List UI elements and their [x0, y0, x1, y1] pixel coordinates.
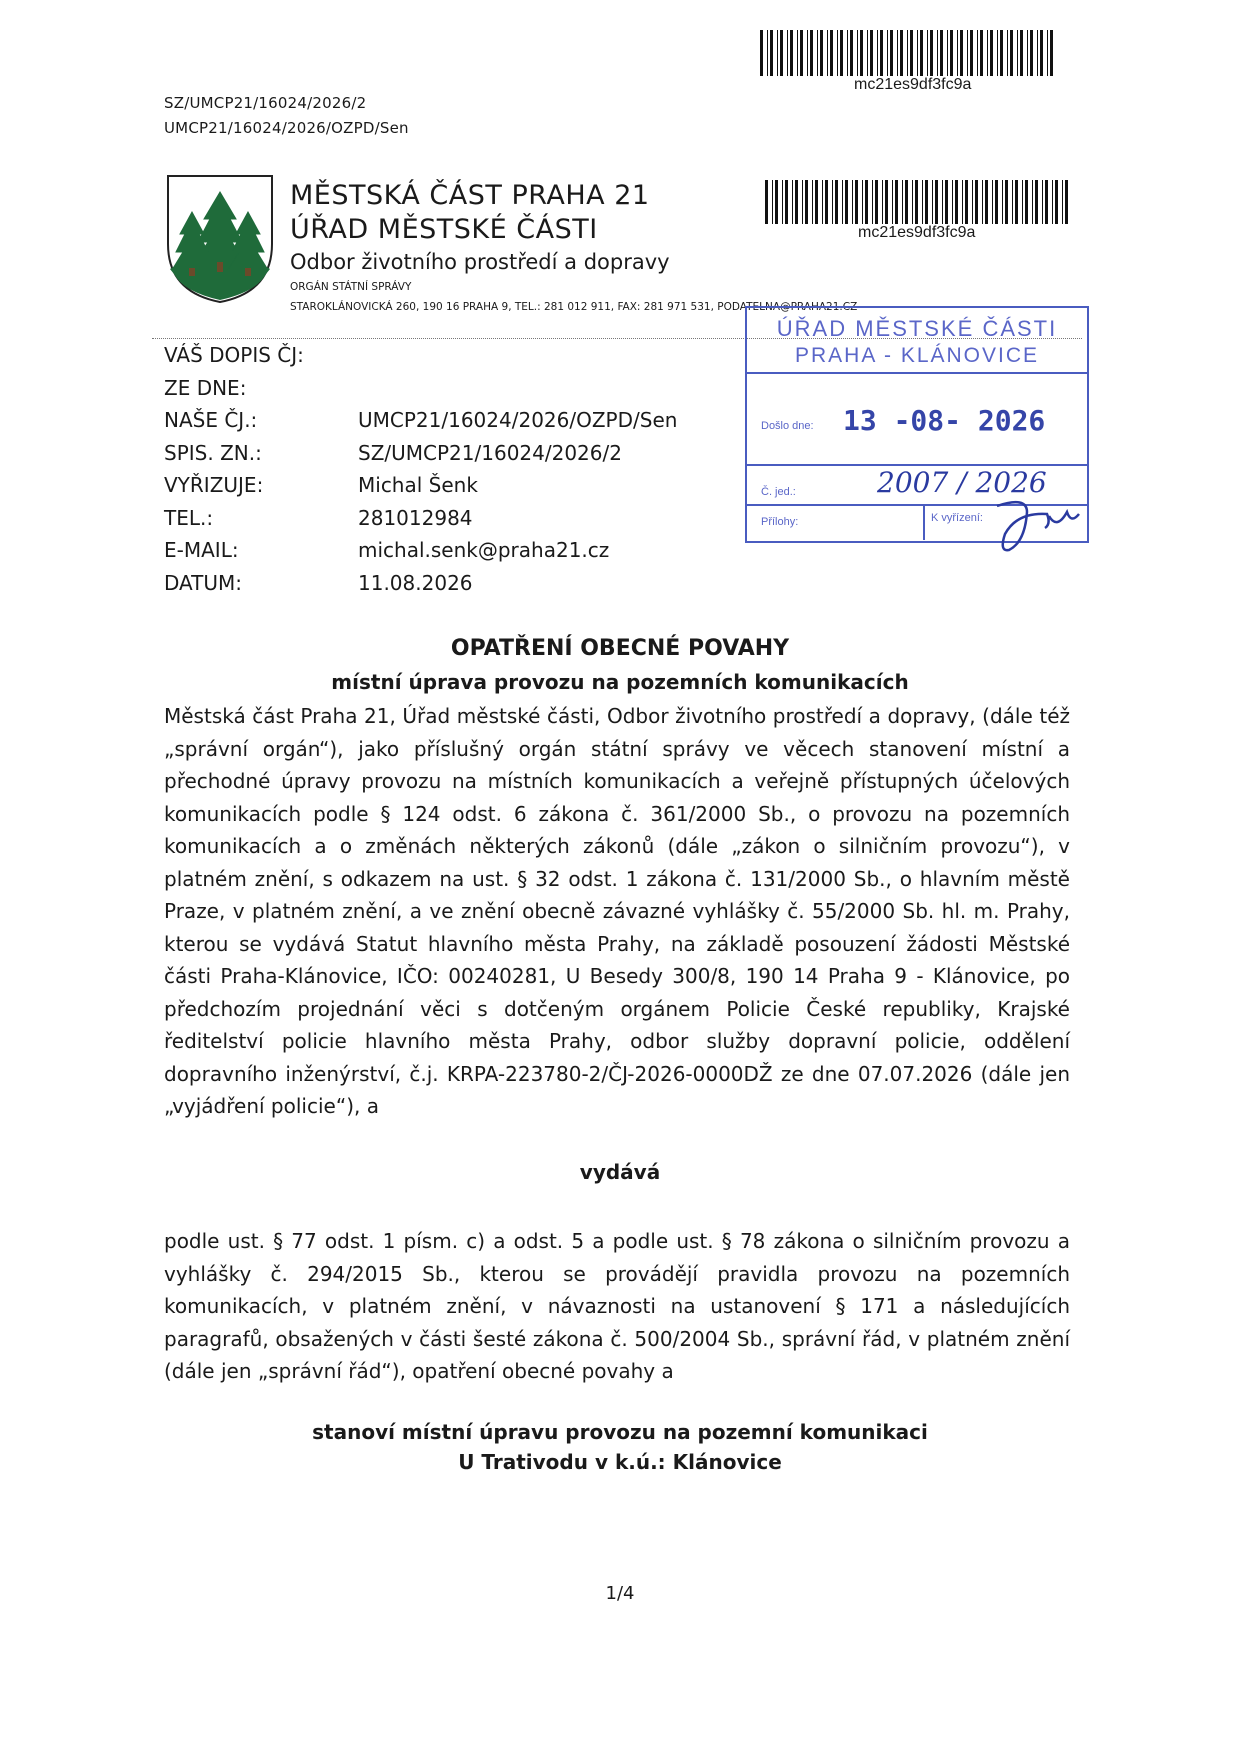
barcode-bar	[907, 30, 908, 76]
barcode-bar	[975, 180, 978, 224]
barcode-bar	[952, 180, 953, 224]
barcode-bar	[997, 30, 998, 76]
barcode-bar	[795, 180, 798, 224]
barcode-bar	[1037, 30, 1038, 76]
barcode-bar	[900, 30, 903, 76]
meta-value: Michal Šenk	[358, 473, 478, 497]
barcode-bar	[970, 30, 973, 76]
barcode-bar	[972, 180, 973, 224]
barcode-bar	[847, 30, 848, 76]
barcode-bar	[770, 30, 773, 76]
stamp-line-1: ÚŘAD MĚSTSKÉ ČÁSTI	[776, 316, 1058, 341]
barcode-bar	[785, 180, 788, 224]
barcode-bar	[930, 30, 933, 76]
barcode-bar	[867, 30, 868, 76]
barcode-bar	[1007, 30, 1008, 76]
barcode-bar	[852, 180, 853, 224]
org-address: STAROKLÁNOVICKÁ 260, 190 16 PRAHA 9, TEL.: 281 012 911, FAX: 281 971 531, PODATELNA@PRAHA21.CZ	[290, 301, 858, 313]
barcode-bar	[960, 30, 963, 76]
barcode-bar	[822, 180, 823, 224]
barcode-bar	[1005, 180, 1008, 224]
barcode-bar	[1015, 180, 1018, 224]
barcode-bar	[1010, 30, 1013, 76]
barcode-bar	[767, 30, 768, 76]
org-name-line-2: ÚŘAD MĚSTSKÉ ČÁSTI	[290, 214, 598, 245]
barcode-bar	[990, 30, 993, 76]
barcode-bar	[967, 30, 968, 76]
paragraph-2: podle ust. § 77 odst. 1 písm. c) a odst. 5 a podle ust. § 78 zákona o silničním provozu a vyhlášky č. 294/2015 Sb., kterou se provádějí pravidla provozu na pozemních komunikacích, v platném znění, v návaznosti na ustanovení § 171 a následujících paragrafů, obsažených v části šesté zákona č. 500/2004 Sb., správní řád, v platném znění (dále jen „správní řád“), opatření obecné povahy a	[164, 1229, 1070, 1383]
barcode-bar	[775, 180, 778, 224]
barcode-bar	[882, 180, 883, 224]
barcode-bar	[982, 180, 983, 224]
barcode-bar	[840, 30, 843, 76]
barcode-bar	[885, 180, 888, 224]
receipt-stamp	[745, 306, 1089, 543]
barcode-bar	[832, 180, 833, 224]
barcode-bar	[887, 30, 888, 76]
meta-label: ZE DNE:	[164, 375, 247, 400]
barcode-bar	[850, 30, 853, 76]
barcode-top	[760, 30, 1060, 76]
barcode-bar	[880, 30, 883, 76]
barcode-bar	[977, 30, 978, 76]
barcode-bar	[857, 30, 858, 76]
barcode-bar	[865, 180, 868, 224]
barcode-bar	[980, 30, 983, 76]
barcode-bar	[1065, 180, 1068, 224]
barcode-bar	[815, 180, 818, 224]
meta-value: UMCP21/16024/2026/OZPD/Sen	[358, 408, 678, 432]
barcode-bar	[782, 180, 783, 224]
barcode-bar	[777, 30, 778, 76]
barcode-bar	[1025, 180, 1028, 224]
barcode-top-code: mc21es9df3fc9a	[854, 76, 972, 93]
barcode-bar	[1047, 30, 1048, 76]
ref-line-2: UMCP21/16024/2026/OZPD/Sen	[164, 119, 409, 137]
barcode-bar	[1030, 30, 1033, 76]
barcode-bar	[1062, 180, 1063, 224]
barcode-bar	[922, 180, 923, 224]
barcode-bar	[877, 30, 878, 76]
barcode-bar	[895, 180, 898, 224]
paragraph-1: Městská část Praha 21, Úřad městské části, Odbor životního prostředí a dopravy, (dále též „správní orgán“), jako příslušný orgán státní správy ve věcech stanovení místní a přechodné úpravy provozu na místních komunikacích a veřejně přístupných účelových komunikacích podle § 124 odst. 6 zákona č. 361/2000 Sb., o provozu na pozemních komunikacích a o změnách některých zákonů (dále „zákon o silničním provozu“), v platném znění, s odkazem na ust. § 32 odst. 1 zákona č. 131/2000 Sb., o hlavním městě Praze, v platném znění, a ve znění obecně závazné vyhlášky č. 55/2000 Sb. hl. m. Prahy, kterou se vydává Statut hlavního města Prahy, na základě posouzení žádosti Městské části Praha-Klánovice, IČO: 00240281, U Besedy 300/8, 190 14 Praha 9 - Klánovice, po předchozím projednání věci s dotčeným orgánem Policie České republiky, Krajské ředitelství policie hlavního města Prahy, odbor služby dopravní policie, oddělení dopravního inženýrství, č.j. KRPA-223780-2/ČJ-2026-0000DŽ ze dne 07.07.2026 (dále jen „vyjádření policie“), a	[164, 704, 1070, 1118]
stamp-received-label: Došlo dne:	[761, 420, 814, 432]
barcode-bar	[927, 30, 928, 76]
municipal-coat-of-arms-icon	[166, 174, 274, 304]
barcode-bar	[827, 30, 828, 76]
barcode-bar	[765, 180, 768, 224]
barcode-bar	[800, 30, 803, 76]
barcode-bar	[937, 30, 938, 76]
barcode-bar	[872, 180, 873, 224]
barcode-bar	[855, 180, 858, 224]
stamp-attachments-label: Přílohy:	[761, 516, 799, 528]
barcode-bar	[760, 30, 763, 76]
barcode-bar	[1050, 30, 1053, 76]
barcode-bar	[925, 180, 928, 224]
barcode-bar	[1045, 180, 1048, 224]
barcode-bar	[957, 30, 958, 76]
barcode-bar	[1000, 30, 1003, 76]
meta-label: VÁŠ DOPIS ČJ:	[164, 343, 304, 367]
stamp-line-2: PRAHA - KLÁNOVICE	[794, 344, 1040, 367]
meta-value: 11.08.2026	[358, 570, 473, 595]
meta-label: NAŠE ČJ.:	[164, 408, 258, 432]
meta-label: SPIS. ZN.:	[164, 440, 262, 465]
barcode-bar	[1002, 180, 1003, 224]
barcode-bar	[965, 180, 968, 224]
meta-label: TEL.:	[164, 505, 214, 530]
barcode-bar	[835, 180, 838, 224]
meta-value: michal.senk@praha21.cz	[358, 538, 610, 562]
decision-line-2: U Trativodu v k.ú.: Klánovice	[458, 1450, 782, 1474]
meta-label: DATUM:	[164, 570, 243, 595]
authority-label: ORGÁN STÁTNÍ SPRÁVY	[290, 281, 412, 293]
barcode-bar	[1017, 30, 1018, 76]
barcode-bar	[797, 30, 798, 76]
barcode-bar	[802, 180, 803, 224]
barcode-bar	[817, 30, 818, 76]
barcode-bar	[987, 30, 988, 76]
barcode-bar	[837, 30, 838, 76]
document-subtitle: místní úprava provozu na pozemních komunikacích	[331, 670, 909, 694]
barcode-bar	[830, 30, 833, 76]
barcode-bar	[860, 30, 863, 76]
barcode-bar	[845, 180, 848, 224]
stamp-received-date: 13 -08- 2026	[843, 404, 1046, 437]
barcode-bar	[935, 180, 938, 224]
barcode-bar	[1027, 30, 1028, 76]
barcode-bar	[945, 180, 948, 224]
handler-signature-icon	[987, 494, 1087, 554]
barcode-bar	[787, 30, 788, 76]
meta-value: 281012984	[358, 505, 473, 530]
barcode-bar	[862, 180, 863, 224]
ref-line-1: SZ/UMCP21/16024/2026/2	[164, 94, 367, 112]
stamp-ref-handwritten: 2007 / 2026	[877, 466, 1047, 499]
decision-line-1: stanoví místní úpravu provozu na pozemní komunikaci	[312, 1420, 928, 1444]
department-name: Odbor životního prostředí a dopravy	[290, 250, 670, 274]
barcode-bar	[920, 30, 923, 76]
barcode-bar	[897, 30, 898, 76]
barcode-bar	[890, 30, 893, 76]
document-title: OPATŘENÍ OBECNÉ POVAHY	[450, 636, 790, 661]
barcode-bar	[812, 180, 813, 224]
meta-label: VYŘIZUJE:	[164, 473, 264, 497]
barcode-bar	[807, 30, 808, 76]
meta-label: E-MAIL:	[164, 538, 239, 562]
barcode-bar	[1012, 180, 1013, 224]
barcode-bar	[902, 180, 903, 224]
barcode-bar	[955, 180, 958, 224]
barcode-bar	[1042, 180, 1043, 224]
barcode-bar	[820, 30, 823, 76]
barcode-bar	[1052, 180, 1053, 224]
barcode-bar	[940, 30, 943, 76]
barcode-bar	[1032, 180, 1033, 224]
barcode-bar	[792, 180, 793, 224]
barcode-bar	[910, 30, 913, 76]
barcode-mid	[765, 180, 1073, 224]
barcode-bar	[1020, 30, 1023, 76]
barcode-bar	[805, 180, 808, 224]
barcode-bar	[772, 180, 773, 224]
meta-value: SZ/UMCP21/16024/2026/2	[358, 440, 622, 465]
stamp-divider-4	[923, 504, 925, 540]
barcode-bar	[917, 30, 918, 76]
barcode-bar	[947, 30, 948, 76]
barcode-mid-code: mc21es9df3fc9a	[858, 224, 976, 241]
stamp-divider-1	[747, 372, 1087, 374]
barcode-bar	[825, 180, 828, 224]
barcode-bar	[985, 180, 988, 224]
barcode-bar	[1040, 30, 1043, 76]
stamp-handler-label: K vyřízení:	[931, 512, 983, 524]
barcode-bar	[810, 30, 813, 76]
barcode-bar	[992, 180, 993, 224]
page-number: 1/4	[605, 1583, 635, 1604]
barcode-bar	[905, 180, 908, 224]
issues-heading: vydává	[579, 1160, 661, 1184]
barcode-bar	[950, 30, 953, 76]
barcode-bar	[842, 180, 843, 224]
barcode-bar	[932, 180, 933, 224]
barcode-bar	[912, 180, 913, 224]
barcode-bar	[1055, 180, 1058, 224]
barcode-bar	[915, 180, 918, 224]
barcode-bar	[875, 180, 878, 224]
org-name-line-1: MĚSTSKÁ ČÁST PRAHA 21	[290, 180, 650, 211]
barcode-bar	[1035, 180, 1038, 224]
stamp-ref-label: Č. jed.:	[761, 486, 796, 498]
barcode-bar	[962, 180, 963, 224]
barcode-bar	[780, 30, 783, 76]
barcode-bar	[870, 30, 873, 76]
barcode-bar	[995, 180, 998, 224]
barcode-bar	[790, 30, 793, 76]
barcode-bar	[1022, 180, 1023, 224]
barcode-bar	[942, 180, 943, 224]
barcode-bar	[892, 180, 893, 224]
